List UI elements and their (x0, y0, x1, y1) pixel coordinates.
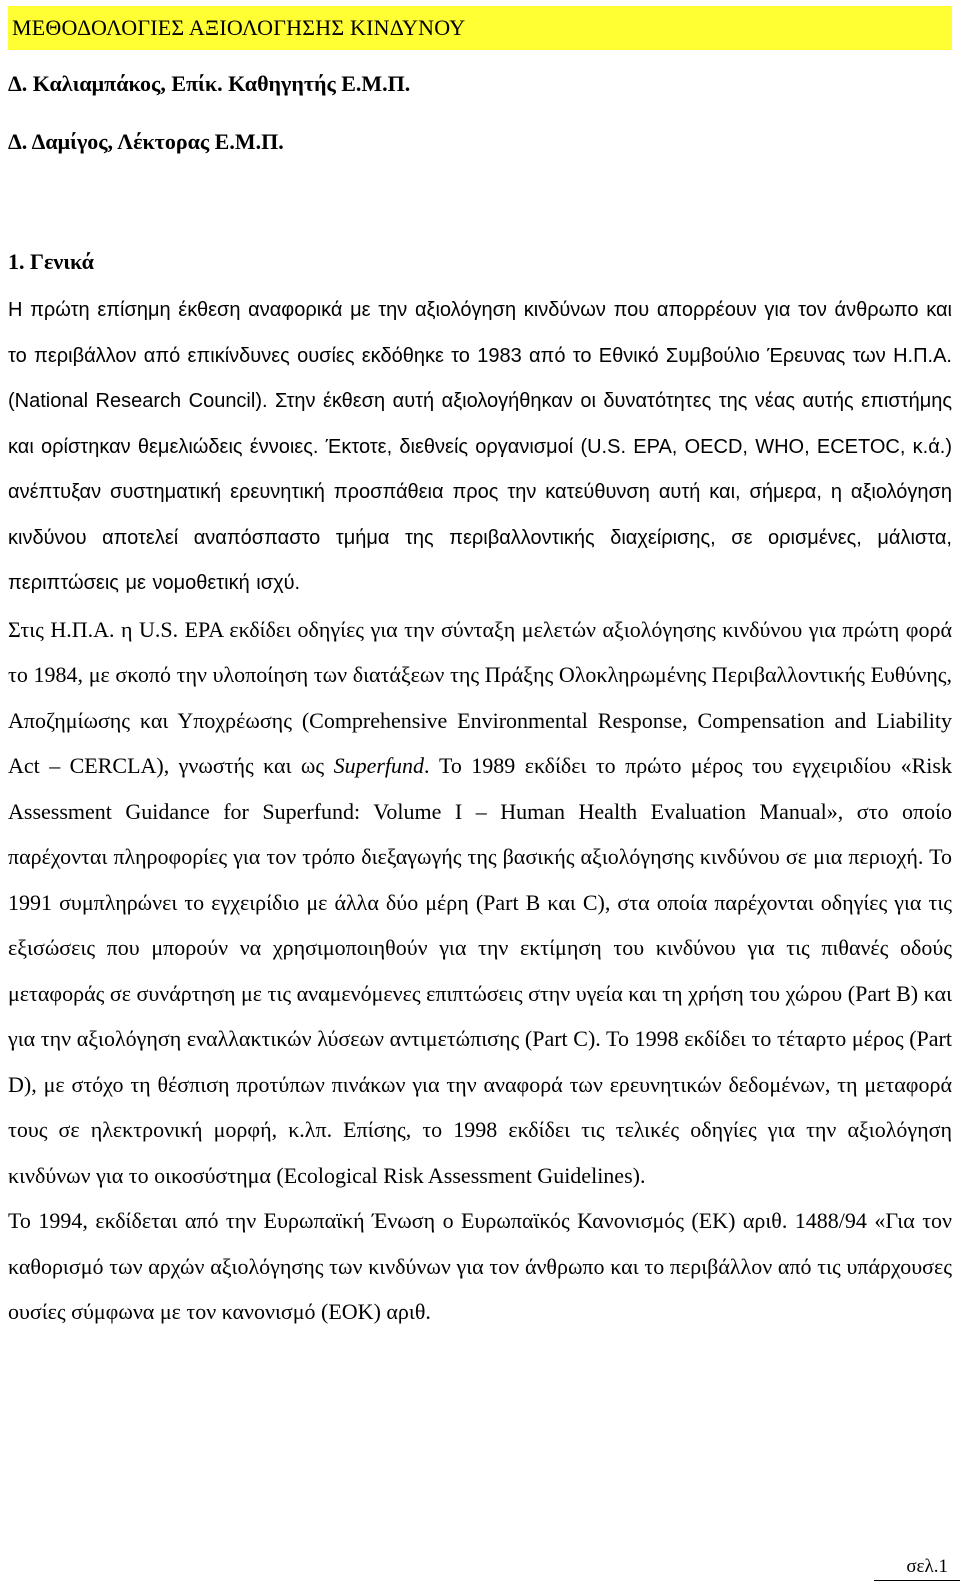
paragraph-2 (8, 607, 952, 1199)
author-2: Δ. Δαμίγος, Λέκτορας Ε.Μ.Π. (8, 129, 284, 154)
paragraph-2-part-b: . Το 1989 εκδίδει το πρώτο μέρος του εγχειριδίου «Risk Assessment Guidance for Superfund: Volume I – Human Health Evaluation Manual», στο οποίο παρέχονται πληροφορίες για τον τρόπο διεξαγωγής της βασικής αξιολόγησης κινδύνου σε μια περιοχή. Το 1991 συμπληρώνει το εγχειρίδιο με άλλα δύο μέρη (Part B και C), στα οποία παρέχονται οδηγίες για τις εξισώσεις που μπορούν να χρησιμοποιηθούν για την εκτίμηση του κινδύνου για τις πιθανές οδούς μεταφοράς σε συνάρτηση με τις αναμενόμενες επιπτώσεις στην υγεία και τη χρήση του χώρου (Part B) και για την αξιολόγηση εναλλακτικών λύσεων αντιμετώπισης (Part C). Το 1998 εκδίδει το τέταρτο μέρος (Part D), με στόχο τη θέσπιση προτύπων πινάκων για την αναφορά των ερευνητικών δεδομένων, τη μεταφορά τους σε ηλεκτρονική μορφή, κ.λπ. Επίσης, το 1998 εκδίδει τις τελικές οδηγίες για την αξιολόγηση κινδύνων για το οικοσύστημα (Ecological Risk Assessment Guidelines). (8, 753, 952, 1188)
superfund-italic: Superfund (333, 753, 425, 778)
paragraph-2-part-a: Στις Η.Π.Α. η U.S. EPA εκδίδει οδηγίες για την σύνταξη μελετών αξιολόγησης κινδύνου για πρώτη φορά το 1984, με σκοπό την υλοποίηση των διατάξεων της Πράξης Ολοκληρωμένης Περιβαλλοντικής Ευθύνης, Αποζημίωσης και Υποχρέωσης (Comprehensive Environmental Response, Compensation and Liability Act – CERCLA), γνωστής και ως (8, 616, 952, 778)
paragraph-3: Το 1994, εκδίδεται από την Ευρωπαϊκή Ένωση ο Ευρωπαϊκός Κανονισμός (ΕΚ) αριθ. 1488/94 «Για τον καθορισμό των αρχών αξιολόγησης των κινδύνων για τον άνθρωπο και το περιβάλλον από τις υπάρχουσες ουσίες σύμφωνα με τον κανονισμό (ΕΟΚ) αριθ. (8, 1208, 952, 1324)
page-number-rule (874, 1580, 960, 1581)
section-heading: 1. Γενικά (8, 249, 94, 274)
page-number: σελ.1 (906, 1556, 948, 1577)
document-page (8, 6, 952, 1335)
document-title: ΜΕΘΟΔΟΛΟΓΙΕΣ ΑΞΙΟΛΟΓΗΣΗΣ ΚΙΝΔΥΝΟΥ (8, 6, 952, 50)
author-1: Δ. Καλιαμπάκος, Επίκ. Καθηγητής Ε.Μ.Π. (8, 71, 411, 96)
paragraph-1: Η πρώτη επίσημη έκθεση αναφορικά με την αξιολόγηση κινδύνων που απορρέουν για τον άνθρωπο και το περιβάλλον από επικίνδυνες ουσίες εκδόθηκε το 1983 από το Εθνικό Συμβούλιο Έρευνας των Η.Π.Α. (National Research Council). Στην έκθεση αυτή αξιολογήθηκαν οι δυνατότητες της νέας αυτής επιστήμης και ορίστηκαν θεμελιώδεις έννοιες. Έκτοτε, διεθνείς οργανισμοί (U.S. EPA, OECD, WHO, ECETOC, κ.ά.) ανέπτυξαν συστηματική ερευνητική προσπάθεια προς την κατεύθυνση αυτή και, σήμερα, η αξιολόγηση κινδύνου αποτελεί αναπόσπαστο τμήμα της περιβαλλοντικής διαχείρισης, σε ορισμένες, μάλιστα, περιπτώσεις με νομοθετική ισχύ. (8, 299, 952, 594)
